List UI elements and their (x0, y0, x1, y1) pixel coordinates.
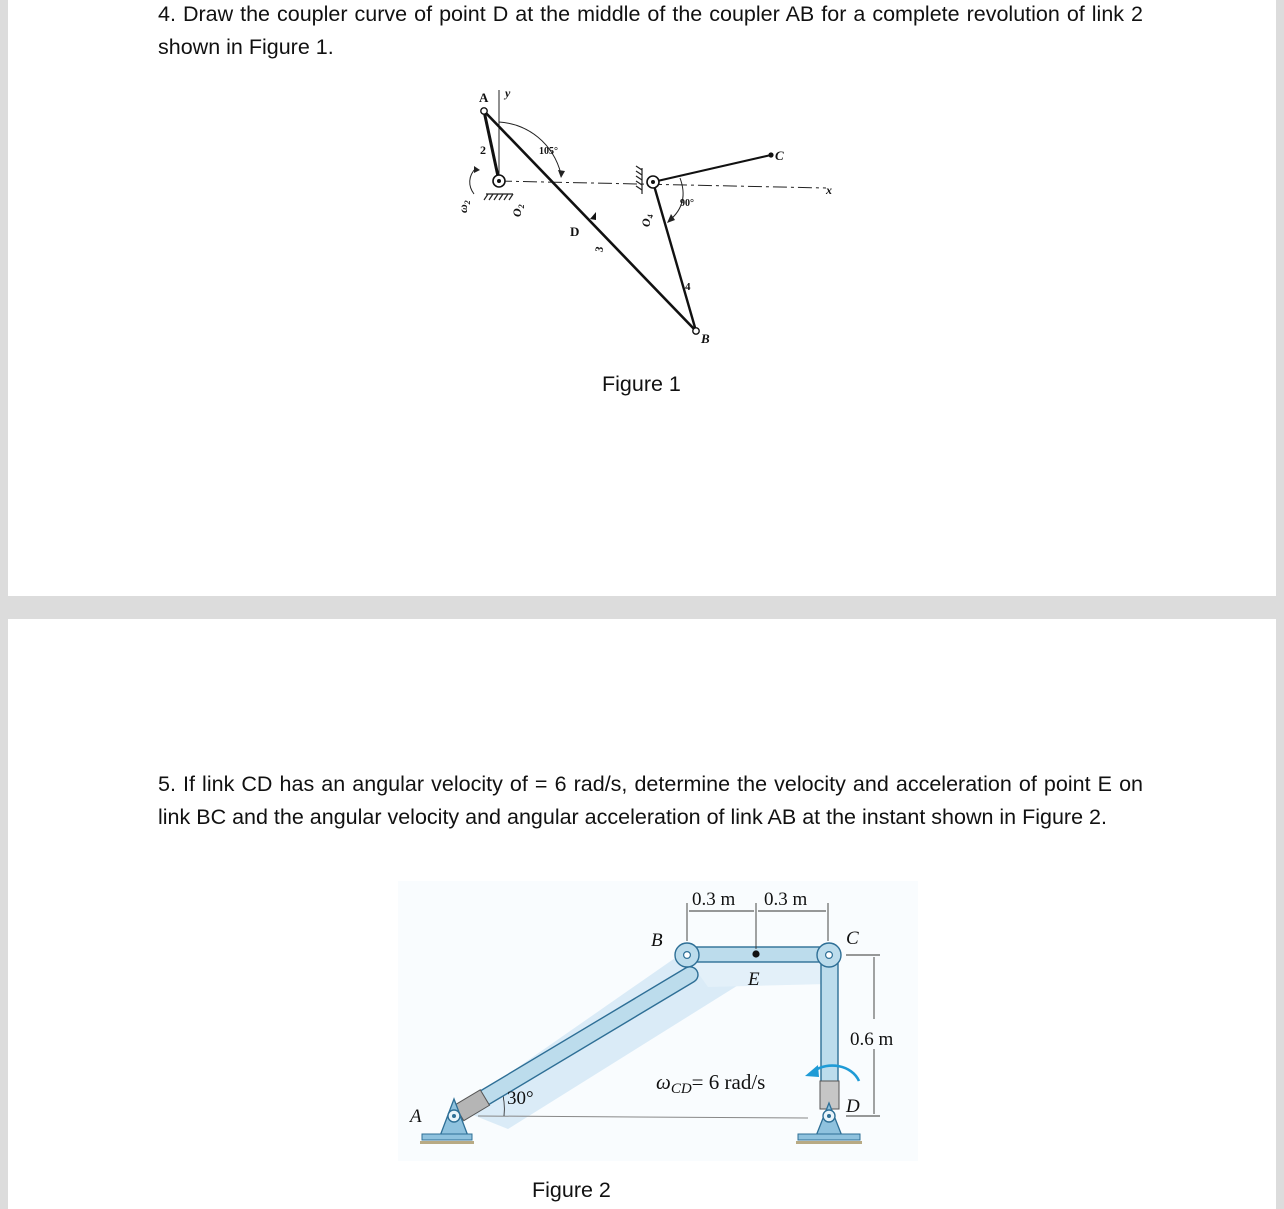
link-4-upper (653, 155, 771, 182)
label-d: D (570, 224, 580, 239)
label-dim-2: 0.3 m (764, 889, 808, 910)
figure-1-diagram (8, 0, 1276, 596)
figure-2-caption: Figure 2 (532, 1178, 611, 1202)
label-x: x (826, 183, 832, 197)
label-height: 0.6 m (850, 1029, 894, 1050)
ground-o4 (636, 166, 642, 194)
label-105: 105° (539, 146, 558, 157)
label-d: D (846, 1096, 860, 1117)
pin-c (817, 943, 841, 967)
link-2 (484, 111, 499, 181)
label-link-4: 4 (685, 281, 691, 293)
pin-a (481, 108, 487, 114)
label-90: 90° (680, 198, 694, 209)
pin-d (823, 1110, 835, 1122)
label-link-2: 2 (480, 143, 486, 157)
label-c: C (846, 928, 859, 949)
label-e: E (748, 969, 760, 990)
figure-1-caption: Figure 1 (602, 372, 681, 396)
page-1 (8, 0, 1276, 596)
point-d-marker (590, 212, 596, 220)
figure-2-diagram (8, 619, 1276, 1209)
page-2 (8, 619, 1276, 1209)
label-a: A (479, 90, 489, 105)
label-omega-2: $\omega_2$ (456, 200, 472, 213)
point-c (768, 152, 773, 157)
label-o2: $O_2$ (510, 204, 526, 217)
question-5-text: 5. If link CD has an angular velocity of = 6 rad/s, determine the velocity and acceleration of point E on link BC and the angular velocity and angular acceleration of link AB at the instant shown in Figure 2. (158, 772, 1143, 829)
label-b: B (651, 930, 663, 951)
ground-o2 (484, 194, 513, 200)
point-e (752, 950, 759, 957)
link-cd (821, 955, 838, 1091)
label-link-3: 3 (593, 245, 607, 254)
label-y: y (505, 86, 511, 100)
question-4-text: 4. Draw the coupler curve of point D at the middle of the coupler AB for a complete revolution of link 2 shown in Figure 1. (158, 2, 1143, 59)
label-dim-1: 0.3 m (692, 889, 736, 910)
pin-a (448, 1110, 460, 1122)
label-a: A (410, 1106, 422, 1127)
x-axis (498, 181, 826, 188)
label-omega-cd: ωCD= 6 rad/s (656, 1070, 766, 1097)
pin-b (693, 328, 699, 334)
label-b: B (701, 331, 710, 346)
label-c: C (775, 148, 784, 163)
label-30: 30° (507, 1088, 534, 1109)
label-o4: $O_4$ (639, 214, 655, 227)
pin-b (675, 943, 699, 967)
